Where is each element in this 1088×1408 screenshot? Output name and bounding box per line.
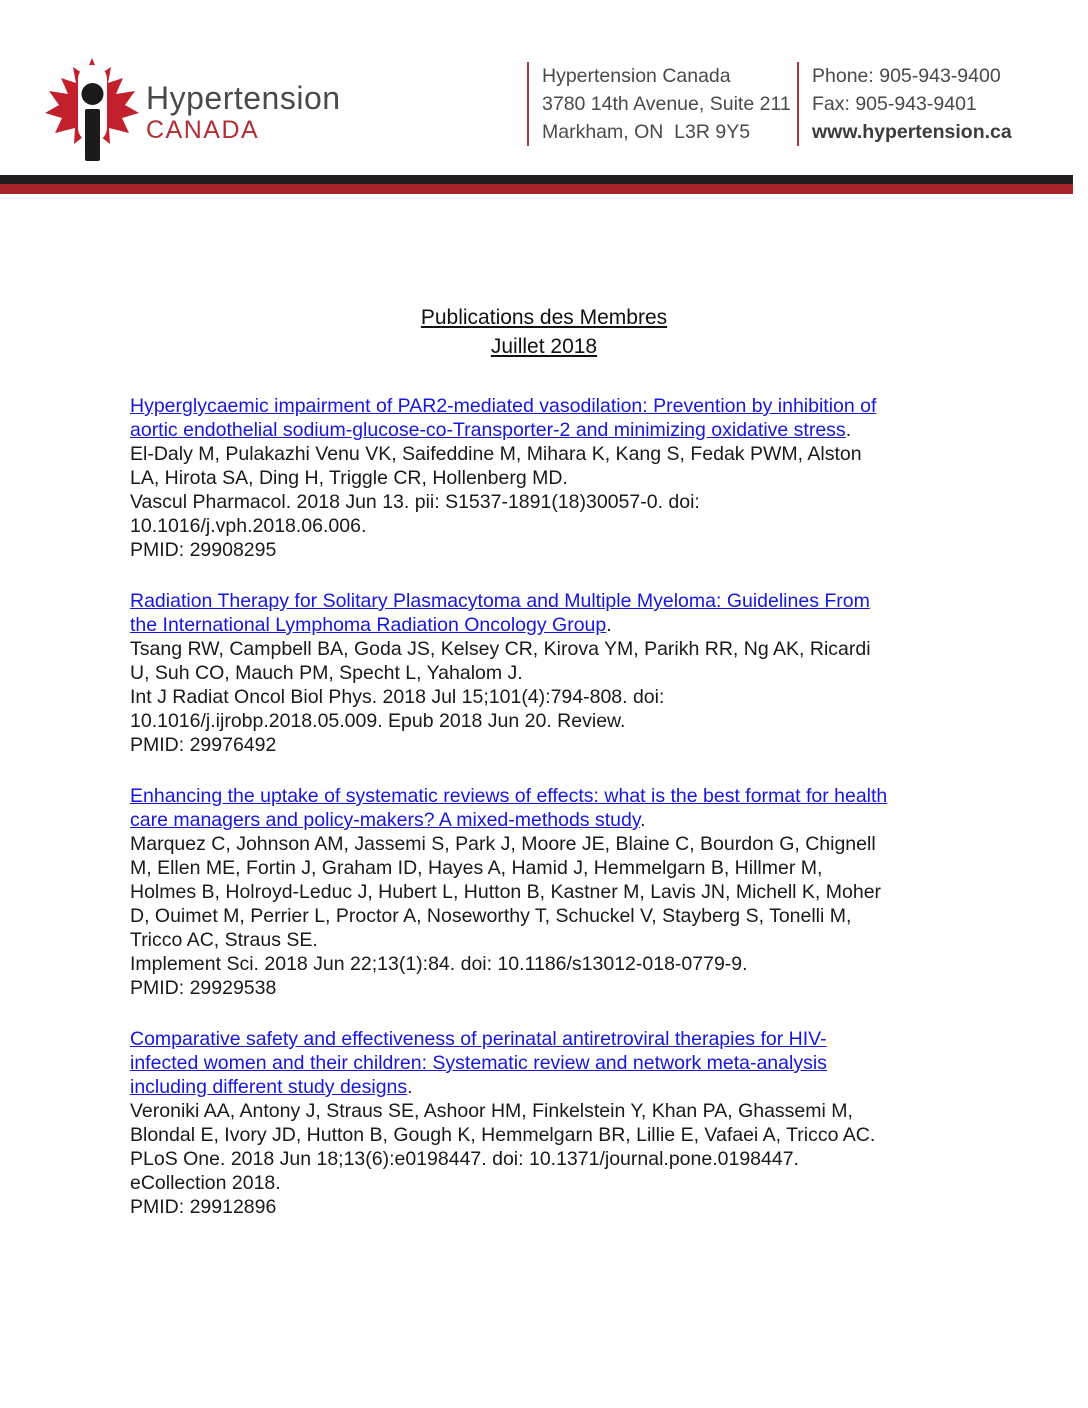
- divider-bar-black: [0, 175, 1073, 184]
- logo-subtitle: CANADA: [146, 116, 260, 144]
- publication-title-link[interactable]: Comparative safety and effectiveness of perinatal antiretroviral therapies for HIV-: [130, 1028, 827, 1050]
- publication-title-line: [130, 1075, 964, 1099]
- publication-entry: [130, 784, 964, 1000]
- publication-entry: [130, 1027, 964, 1219]
- publication-pmid: PMID: 29929538: [130, 977, 277, 999]
- publication-title-link[interactable]: Radiation Therapy for Solitary Plasmacytoma and Multiple Myeloma: Guidelines From: [130, 590, 870, 612]
- logo-wordmark: [146, 82, 341, 143]
- website-link[interactable]: www.hypertension.ca: [812, 121, 1012, 143]
- fax-line: Fax: 905-943-9401: [812, 93, 977, 115]
- publication-citation-line: 10.1016/j.vph.2018.06.006.: [130, 515, 367, 537]
- publication-authors-line: D, Ouimet M, Perrier L, Proctor A, Noseworthy T, Schuckel V, Stayberg S, Tonelli M,: [130, 905, 852, 927]
- publication-citation-line: eCollection 2018.: [130, 1172, 281, 1194]
- publication-title-link[interactable]: Hyperglycaemic impairment of PAR2-mediated vasodilation: Prevention by inhibition of: [130, 395, 877, 417]
- publication-authors-line: El-Daly M, Pulakazhi Venu VK, Saifeddine M, Mihara K, Kang S, Fedak PWM, Alston: [130, 443, 862, 465]
- header-address: [527, 62, 791, 146]
- publication-citation-line: 10.1016/j.ijrobp.2018.05.009. Epub 2018 Jun 20. Review.: [130, 710, 626, 732]
- page-title: [0, 303, 1088, 361]
- publication-authors-line: Veroniki AA, Antony J, Straus SE, Ashoor HM, Finkelstein Y, Khan PA, Ghassemi M,: [130, 1100, 853, 1122]
- publication-authors-line: U, Suh CO, Mauch PM, Specht L, Yahalom J.: [130, 662, 523, 684]
- hypertension-canada-logo-icon: [42, 56, 142, 164]
- title-period: .: [407, 1076, 413, 1098]
- publication-title-line: [130, 784, 964, 808]
- header-contact: [797, 62, 1012, 146]
- publication-pmid: PMID: 29976492: [130, 734, 277, 756]
- publication-title-line: [130, 613, 964, 637]
- publication-authors-line: Tsang RW, Campbell BA, Goda JS, Kelsey CR, Kirova YM, Parikh RR, Ng AK, Ricardi: [130, 638, 871, 660]
- logo-title: Hypertension: [146, 80, 341, 116]
- publication-authors-line: Holmes B, Holroyd-Leduc J, Hubert L, Hutton B, Kastner M, Lavis JN, Michell K, Moher: [130, 881, 882, 903]
- publications-list: [130, 394, 964, 1246]
- publication-title-link[interactable]: Enhancing the uptake of systematic reviews of effects: what is the best format for health: [130, 785, 888, 807]
- publication-authors-line: LA, Hirota SA, Ding H, Triggle CR, Hollenberg MD.: [130, 467, 568, 489]
- publication-title-line: [130, 1027, 964, 1051]
- doc-title-line1: Publications des Membres: [420, 306, 668, 329]
- address-line-3: Markham, ON L3R 9Y5: [542, 121, 751, 143]
- publication-pmid: PMID: 29912896: [130, 1196, 277, 1218]
- doc-title-line2: Juillet 2018: [490, 335, 598, 358]
- publication-title-link[interactable]: care managers and policy-makers? A mixed-methods study: [130, 809, 641, 831]
- address-line-2: 3780 14th Avenue, Suite 211: [542, 93, 791, 115]
- publication-entry: [130, 589, 964, 757]
- divider-bar-red: [0, 184, 1073, 194]
- publication-title-line: [130, 418, 964, 442]
- title-period: .: [845, 419, 852, 441]
- publication-title-line: [130, 808, 964, 832]
- publication-title-line: [130, 1051, 964, 1075]
- publication-authors-line: Marquez C, Johnson AM, Jassemi S, Park J, Moore JE, Blaine C, Bourdon G, Chignell: [130, 833, 876, 855]
- publication-citation-line: Implement Sci. 2018 Jun 22;13(1):84. doi: 10.1186/s13012-018-0779-9.: [130, 953, 748, 975]
- publication-citation-line: Vascul Pharmacol. 2018 Jun 13. pii: S1537-1891(18)30057-0. doi:: [130, 491, 700, 513]
- publication-pmid: PMID: 29908295: [130, 539, 277, 561]
- publication-title-link[interactable]: the International Lymphoma Radiation Oncology Group: [130, 614, 607, 636]
- phone-line: Phone: 905-943-9400: [812, 65, 1001, 87]
- publication-title-link[interactable]: aortic endothelial sodium-glucose-co-Transporter-2 and minimizing oxidative stress: [130, 419, 846, 441]
- publication-title-link[interactable]: including different study designs: [130, 1076, 408, 1098]
- publication-title-line: [130, 589, 964, 613]
- publication-title-line: [130, 394, 964, 418]
- publication-title-link[interactable]: infected women and their children: Systematic review and network meta-analysis: [130, 1052, 827, 1074]
- address-line-1: Hypertension Canada: [542, 65, 731, 87]
- publication-authors-line: Blondal E, Ivory JD, Hutton B, Gough K, Hemmelgarn BR, Lillie E, Vafaei A, Tricco AC.: [130, 1124, 876, 1146]
- title-period: .: [640, 809, 646, 831]
- title-period: .: [606, 614, 612, 636]
- publication-authors-line: M, Ellen ME, Fortin J, Graham ID, Hayes A, Hamid J, Hemmelgarn B, Hillmer M,: [130, 857, 823, 879]
- publication-entry: [130, 394, 964, 562]
- publication-authors-line: Tricco AC, Straus SE.: [130, 929, 318, 951]
- publication-citation-line: Int J Radiat Oncol Biol Phys. 2018 Jul 15;101(4):794-808. doi:: [130, 686, 665, 708]
- publication-citation-line: PLoS One. 2018 Jun 18;13(6):e0198447. doi: 10.1371/journal.pone.0198447.: [130, 1148, 799, 1170]
